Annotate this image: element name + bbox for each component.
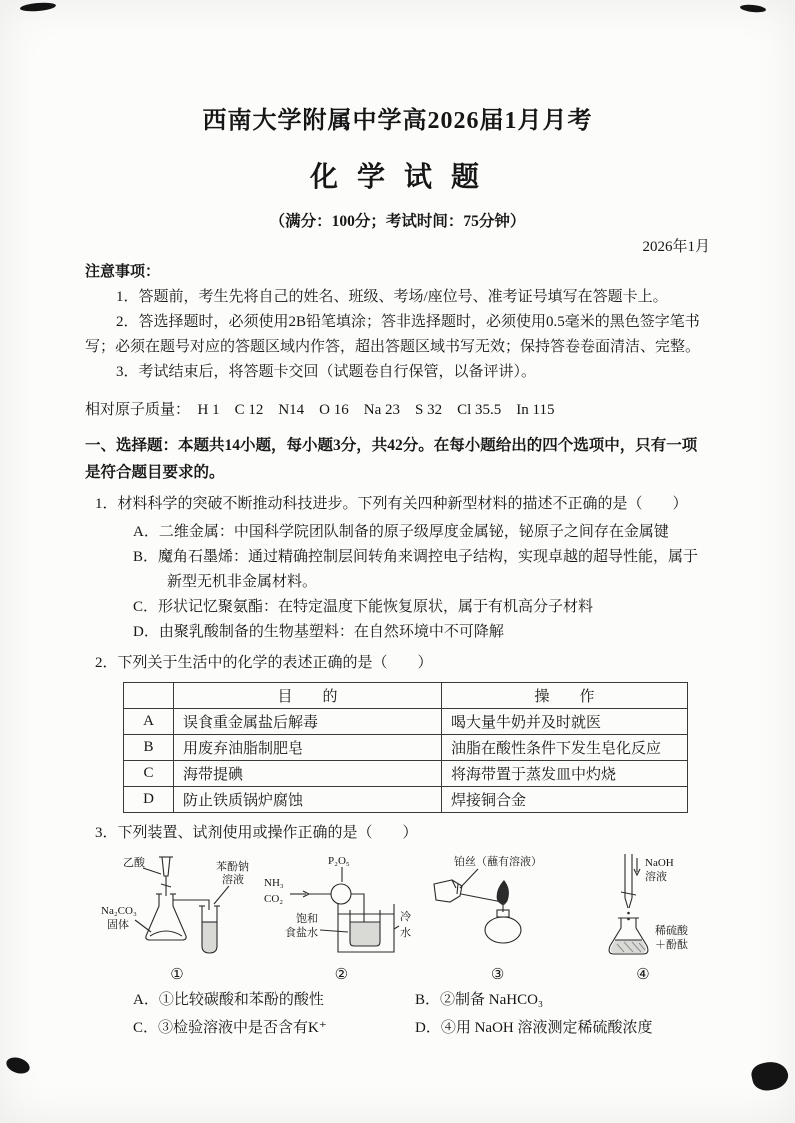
notice-item-3: 3．考试结束后，将答题卡交回（试题卷自行保管，以备评讲）。 [116, 364, 537, 380]
exam-date: 2026年1月 [642, 239, 710, 255]
apparatus-1-diagram [101, 852, 253, 964]
row-a-purpose: 误食重金属盐后解毒 [174, 709, 442, 735]
table-row-c [124, 761, 688, 787]
question-1-option-b: B．魔角石墨烯：通过精确控制层间转角来调控电子结构，实现卓越的超导性能，属于新型无机非金属材料。 [133, 549, 699, 590]
question-3-options-row-2 [133, 1014, 710, 1042]
label-cold-line1: 冷 [400, 911, 412, 923]
table-header-blank [124, 683, 174, 709]
apparatus-1-number: ① [170, 967, 184, 983]
label-naoh-line1: NaOH [644, 857, 674, 869]
question-3-option-b: B．②制备 NaHCO₃ [415, 992, 544, 1008]
question-3-option-c: C．③检验溶液中是否含有K⁺ [133, 1020, 327, 1036]
section-one-heading: 一、选择题：本题共14小题，每小题3分，共42分。在每小题给出的四个选项中，只有一项是符合题目要求的。 [85, 437, 698, 481]
apparatus-3-flame-test [430, 852, 566, 984]
row-c-label: C [124, 761, 174, 787]
apparatus-4-diagram [573, 852, 713, 964]
table-row-b [124, 735, 688, 761]
label-acetic-acid: 乙酸 [123, 857, 145, 869]
apparatus-1-gas-generator [101, 852, 253, 984]
question-2-stem: 2．下列关于生活中的化学的表述正确的是（ ） [95, 655, 433, 671]
table-header-operation: 操 作 [442, 683, 688, 709]
apparatus-3-diagram [430, 852, 566, 964]
question-3-stem: 3．下列装置、试剂使用或操作正确的是（ ） [95, 825, 418, 841]
exam-info: （满分：100分；考试时间：75分钟） [269, 213, 526, 230]
question-3 [85, 821, 710, 1042]
apparatus-row [101, 852, 713, 984]
question-3-options-row-1 [133, 986, 710, 1014]
notice-heading: 注意事项： [85, 264, 161, 280]
row-d-label: D [124, 787, 174, 813]
label-sodium-phenolate-line2: 溶液 [222, 874, 244, 886]
question-1-stem: 1．材料科学的突破不断推动科技进步。下列有关四种新型材料的描述不正确的是（ ） [95, 496, 688, 512]
label-brine-line2: 食盐水 [285, 927, 319, 939]
question-1-option-d: D．由聚乳酸制备的生物基塑料：在自然环境中不可降解 [133, 624, 504, 640]
label-co2: CO₂ [264, 893, 284, 905]
apparatus-4-titration [573, 852, 713, 984]
exam-title: 西南大学附属中学高2026届1月月考 [202, 108, 593, 134]
row-b-operation: 油脂在酸性条件下发生皂化反应 [442, 735, 688, 761]
atomic-mass-line: 相对原子质量： H 1 C 12 N14 O 16 Na 23 S 32 Cl 35.5 In 115 [85, 402, 555, 418]
table-header-purpose: 目 的 [174, 683, 442, 709]
label-dilute-acid-line1: 稀硫酸 [654, 925, 688, 937]
notice-item-1: 1．答题前，考生先将自己的姓名、班级、考场/座位号、准考证号填写在答题卡上。 [116, 289, 668, 305]
label-na2co3: Na₂CO₃ [101, 905, 137, 917]
notice-section [85, 260, 710, 385]
apparatus-2-diagram [260, 852, 422, 964]
notice-item-2: 2．答选择题时，必须使用2B铅笔填涂；答非选择题时，必须使用0.5毫米的黑色签字笔书写；必须在题号对应的答题区域内作答，超出答题区域书写无效；保持答卷卷面清洁、完整。 [85, 314, 701, 355]
row-c-purpose: 海带提碘 [174, 761, 442, 787]
label-nh3: NH₃ [264, 877, 285, 889]
label-brine-line1: 饱和 [296, 913, 319, 925]
question-3-option-a: A．①比较碳酸和苯酚的酸性 [133, 992, 324, 1008]
question-3-option-d: D．④用 NaOH 溶液测定稀硫酸浓度 [415, 1020, 653, 1036]
row-d-operation: 焊接铜合金 [442, 787, 688, 813]
table-header-row [124, 683, 688, 709]
table-row-a [124, 709, 688, 735]
question-2-table [123, 682, 688, 813]
question-1-option-a: A．二维金属：中国科学院团队制备的原子级厚度金属铋，铋原子之间存在金属键 [133, 524, 669, 540]
apparatus-2-nahco3-prep [260, 852, 422, 984]
row-c-operation: 将海带置于蒸发皿中灼烧 [442, 761, 688, 787]
label-cold-line2: 水 [400, 927, 412, 939]
subject-title: 化 学 试 题 [309, 162, 485, 193]
apparatus-3-number: ③ [490, 967, 505, 983]
label-dilute-acid-line2: ＋酚酞 [654, 939, 688, 951]
table-row-d [124, 787, 688, 813]
apparatus-4-number: ④ [636, 967, 650, 983]
row-b-label: B [124, 735, 174, 761]
question-1 [85, 492, 710, 645]
label-sodium-phenolate-line1: 苯酚钠 [216, 861, 249, 873]
apparatus-2-number: ② [334, 967, 349, 983]
row-a-operation: 喝大量牛奶并及时就医 [442, 709, 688, 735]
label-naoh-line2: 溶液 [644, 871, 667, 883]
question-2 [85, 651, 710, 813]
label-solid: 固体 [107, 919, 129, 931]
row-b-purpose: 用废弃油脂制肥皂 [174, 735, 442, 761]
row-d-purpose: 防止铁质锅炉腐蚀 [174, 787, 442, 813]
label-p2o5: P₂O₅ [328, 855, 351, 867]
row-a-label: A [124, 709, 174, 735]
question-1-option-c: C．形状记忆聚氨酯：在特定温度下能恢复原状，属于有机高分子材料 [133, 599, 594, 615]
label-platinum-wire: 铂丝（蘸有溶液） [453, 856, 542, 868]
